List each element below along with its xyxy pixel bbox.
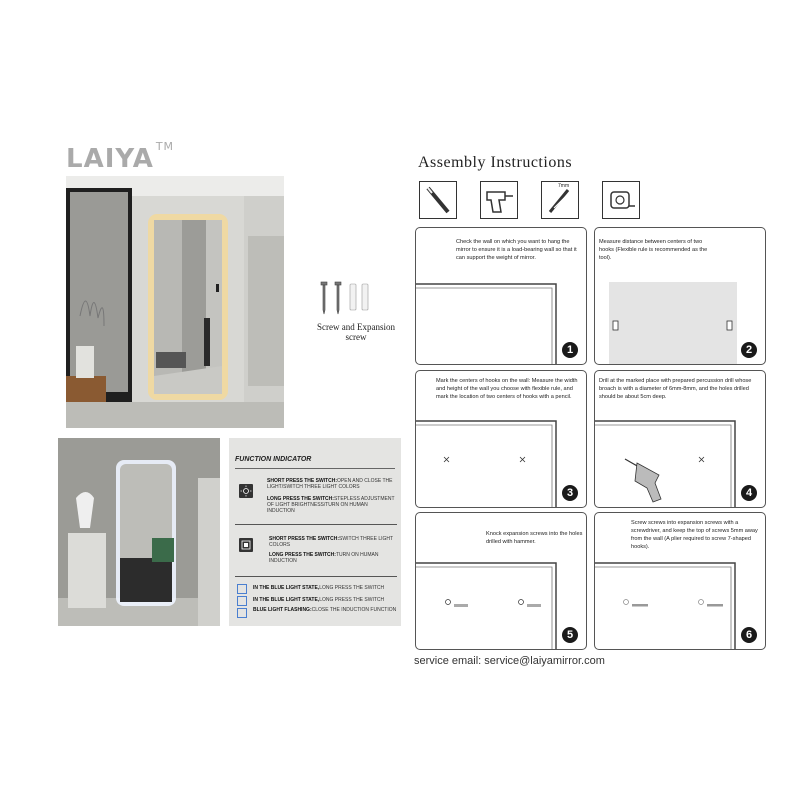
group3-row1 xyxy=(253,585,403,591)
title-divider xyxy=(235,468,395,469)
step-2-text: Measure distance between centers of two hooks (Flexible rule is recommended as the tool). xyxy=(599,239,708,261)
group2-long-text: TURN ON HUMAN INDUCTION xyxy=(269,552,379,564)
step-5-text: Knock expansion screws into the holes drilled with hammer. xyxy=(486,531,583,545)
step-6-card xyxy=(594,512,766,650)
step-4-text: Drill at the marked place with prepared percussion drill whose broach is with a diameter of 6mm-8mm, and the holes drilled should be about 5cm deep. xyxy=(599,378,752,400)
screw-and-anchor-illustration xyxy=(318,280,378,320)
group3-row1-label: IN THE BLUE LIGHT STATE, xyxy=(253,585,320,591)
tape-measure-icon xyxy=(602,181,640,219)
screw-caption: Screw and Expansion screw xyxy=(317,322,395,342)
service-email[interactable]: service email: service@laiyamirror.com xyxy=(414,655,605,667)
group2-short-text: SWITCH THREE LIGHT COLORS xyxy=(269,536,394,548)
group2-short-label: SHORT PRESS THE SWITCH: xyxy=(269,536,340,542)
step-4-number: 4 xyxy=(741,485,757,501)
step-2-card xyxy=(594,227,766,365)
step-6-number: 6 xyxy=(741,627,757,643)
assembly-title: Assembly Instructions xyxy=(418,154,573,171)
blue-light-icon xyxy=(237,584,247,594)
brand-name: LAIYA xyxy=(66,144,154,174)
group3-row2-text: LONG PRESS THE SWITCH xyxy=(319,597,385,603)
drill-icon xyxy=(480,181,518,219)
group1-short-text: OPEN AND CLOSE THE LIGHT/SWITCH THREE LIGHT COLORS xyxy=(267,478,393,490)
group3-row1-text: LONG PRESS THE SWITCH xyxy=(319,585,385,591)
section-divider xyxy=(235,524,397,525)
step-3-card xyxy=(415,370,587,508)
bit-size-label: 7mm xyxy=(558,183,570,189)
blue-light-icon xyxy=(237,596,247,606)
step-1-card xyxy=(415,227,587,365)
group2-long-press xyxy=(269,552,395,564)
step-6-text: Screw screws into expansion screws with a screwdriver, and keep the top of screws 5mm away from the wall (A plier required to screw 7-shaped hooks). xyxy=(631,520,758,550)
step-1-number: 1 xyxy=(562,342,578,358)
group1-long-text: STEPLESS ADJUSTMENT OF LIGHT BRIGHTNESS/TURN ON HUMAN INDUCTION xyxy=(267,496,395,514)
step-4-card xyxy=(594,370,766,508)
pencil-icon xyxy=(419,181,457,219)
function-indicator-panel xyxy=(229,438,401,626)
step-5-number: 5 xyxy=(562,627,578,643)
color-switch-icon xyxy=(239,538,253,552)
trademark: TM xyxy=(155,140,175,153)
product-photo-cool xyxy=(58,438,220,626)
step-5-card xyxy=(415,512,587,650)
product-photo-warm xyxy=(66,176,284,428)
group3-row3-text: CLOSE THE INDUCTION FUNCTION xyxy=(311,607,397,613)
blue-flash-icon xyxy=(237,608,247,618)
group3-row3-label: BLUE LIGHT FLASHING: xyxy=(253,607,312,613)
group3-row3 xyxy=(253,607,399,613)
section-divider xyxy=(235,576,397,577)
function-indicator-title: FUNCTION INDICATOR xyxy=(235,456,312,463)
group1-short-label: SHORT PRESS THE SWITCH: xyxy=(267,478,338,484)
group3-row2 xyxy=(253,597,399,603)
step-3-text: Mark the centers of hooks on the wall: Measure the width and height of the wall you choose with flexible rule, and mark the location of two centers of hooks with a pencil. xyxy=(436,378,578,400)
group1-long-press xyxy=(267,496,395,514)
group2-short-press xyxy=(269,536,395,548)
group3-row2-label: IN THE BLUE LIGHT STATE, xyxy=(253,597,320,603)
touch-switch-icon xyxy=(239,484,253,498)
brand-logo xyxy=(66,140,175,174)
step-1-text: Check the wall on which you want to hang the mirror to ensure it is a load-bearing wall so that it can support the weight of mirror. xyxy=(456,239,577,261)
step-3-number: 3 xyxy=(562,485,578,501)
group1-short-press xyxy=(267,478,395,490)
group2-long-label: LONG PRESS THE SWITCH: xyxy=(269,552,336,558)
group1-long-label: LONG PRESS THE SWITCH: xyxy=(267,496,334,502)
step-2-number: 2 xyxy=(741,342,757,358)
